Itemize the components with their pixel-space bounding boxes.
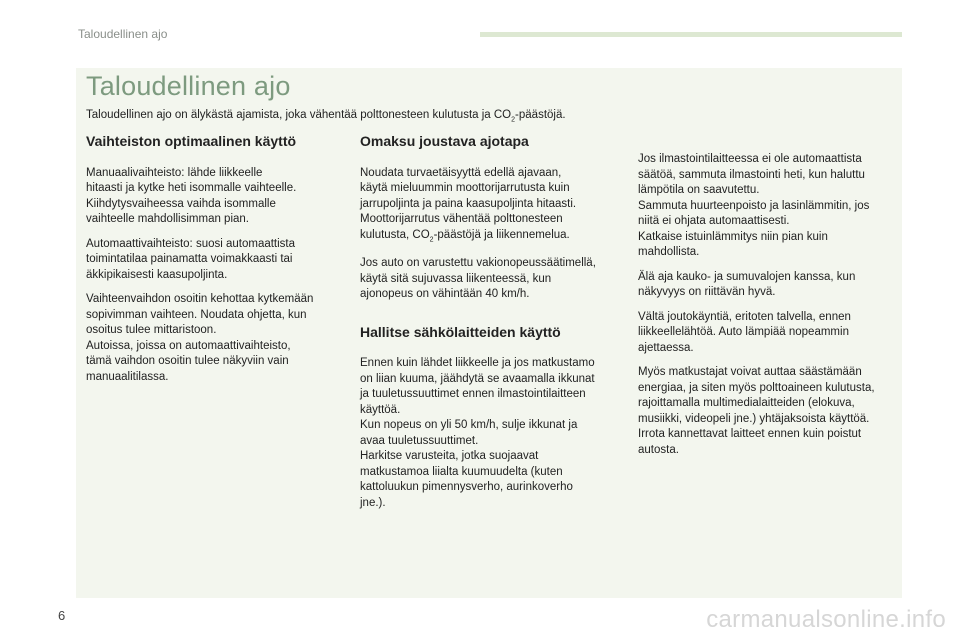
header-rule: [480, 32, 902, 37]
intro-text-start: Taloudellinen ajo on älykästä ajamista, joka vähentää polttonesteen kulutusta ja CO: [86, 109, 512, 121]
paragraph-manual-gearbox: Manuaalivaihteisto: lähde liikkeelle hitaasti ja kytke heti isommalle vaihteelle. Kiihdytysvaiheessa vaihda isommalle vaihteelle mahdollisimman pian.: [86, 166, 297, 225]
column-driving: [360, 130, 610, 520]
paragraph-automatic-gearbox: Automaattivaihteisto: suosi automaattista toimintatilaa painamatta voimakkaasti tai äkkipikaisesti kaasupoljinta.: [86, 237, 296, 281]
paragraph-safety-distance-end: -päästöjä ja liikennemelua.: [433, 228, 570, 241]
paragraph-gear-indicator: Vaihteenvaihdon osoitin kehottaa kytkemään sopivimman vaihteen. Noudata ohjetta, kun osoitus tulee mittaristoon. Autoissa, joissa on automaattivaihteisto, tämä vaihdon osoitin tulee näkyviin vain manuaalitilassa.: [86, 293, 314, 383]
page-number: 6: [58, 608, 66, 623]
watermark: carmanualsonline.info: [706, 606, 946, 633]
co2-subscript: 2: [429, 235, 434, 243]
heading-flexible-driving: Omaksu joustava ajotapa: [360, 133, 529, 149]
content-panel: [76, 68, 902, 598]
intro-text: [86, 108, 566, 127]
running-header: Taloudellinen ajo: [78, 27, 168, 41]
paragraph-cruise-control: Jos auto on varustettu vakionopeussäätimellä, käytä sitä sujuvassa liikenteessä, kun ajonopeus on vähintään 40 km/h.: [360, 257, 596, 301]
heading-gearbox: Vaihteiston optimaalinen käyttö: [86, 133, 297, 149]
paragraph-safety-distance-start: Noudata turvaetäisyyttä edellä ajavaan, käytä mieluummin moottorijarrutusta kuin jarrupoljinta ja paina kaasupoljinta hitaasti. Moottorijarrutus vähentää polttonesteen kulutusta, CO: [360, 166, 577, 241]
intro-text-end: -päästöjä.: [515, 109, 566, 121]
paragraph-cabin-cooling: Ennen kuin lähdet liikkeelle ja jos matkustamo on liian kuuma, jäähdytä se avaamalla ikkunat ja tuuletussuuttimet ennen ilmastointilaitteen käyttöä. Kun nopeus on yli 50 km/h, sulje ikkunat ja avaa tuuletussuuttimet. Harkitse varusteita, jotka suojaavat matkustamoa liialta kuumuudelta (kuten kattoluukun pimennysverho, aurinkoverho jne.).: [360, 357, 595, 509]
paragraph-safety-distance: [360, 166, 610, 248]
paragraph-idling: Vältä joutokäyntiä, eritoten talvella, ennen liikkeellelähtöä. Auto lämpiää nopeammin ajettaessa.: [638, 310, 851, 354]
paragraph-passengers: Myös matkustajat voivat auttaa säästämään energiaa, ja siten myös polttoaineen kulutusta, rajoittamalla multimedialaitteiden (elokuva, musiikki, videopeli jne.) yhtäjaksoista käyttöä. Irrota kannettavat laitteet ennen kuin poistut autosta.: [638, 366, 875, 456]
column-tips: [638, 152, 900, 467]
page-title: Taloudellinen ajo: [86, 71, 291, 101]
heading-electrical-devices: Hallitse sähkölaitteiden käyttö: [360, 323, 561, 340]
intro-subscript: 2: [511, 116, 516, 124]
paragraph-lights: Älä aja kauko- ja sumuvalojen kanssa, kun näkyvyys on riittävän hyvä.: [638, 270, 856, 298]
column-gearbox: [86, 130, 334, 394]
paragraph-air-conditioning: Jos ilmastointilaitteessa ei ole automaattista säätöä, sammuta ilmastointi heti, kun haluttu lämpötila on saavutettu. Sammuta huurteenpoisto ja lasinlämmitin, jos niitä ei ohjata automaattisesti. Katkaise istuinlämmitys niin pian kuin mahdollista.: [638, 153, 870, 258]
